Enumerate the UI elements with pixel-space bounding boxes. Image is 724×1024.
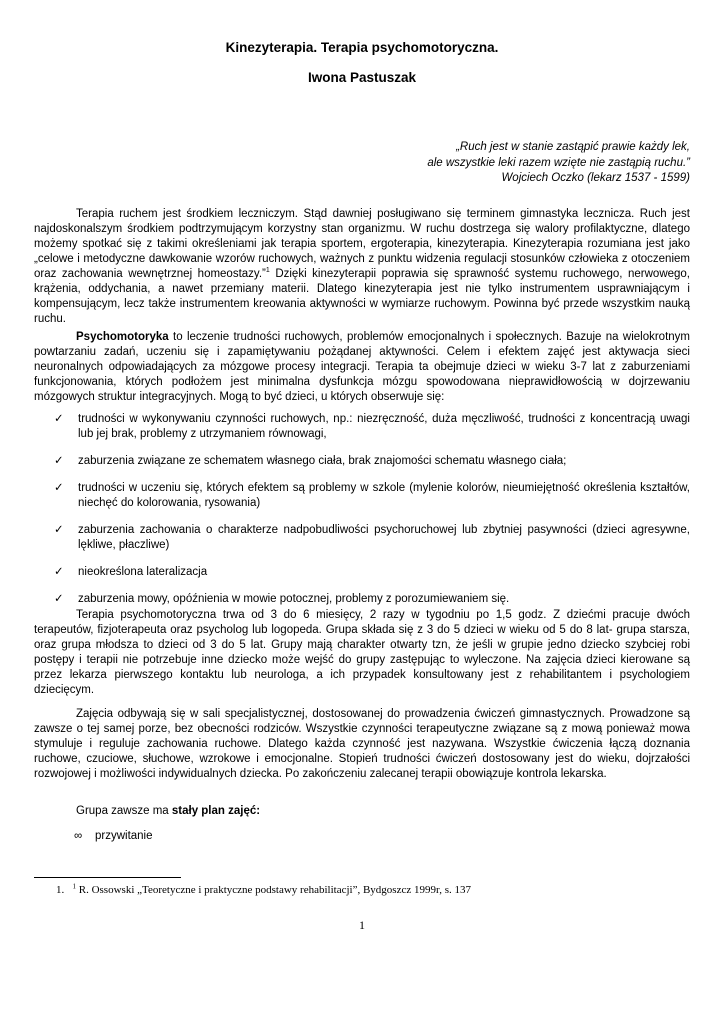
checklist-item-text: zaburzenia zachowania o charakterze nadpobudliwości psychoruchowej lub zbytniej pasywności (dzieci agresywne, lękliwe, płaczliwe) — [78, 524, 690, 551]
paragraph-text: Grupa zawsze ma — [76, 805, 172, 817]
paragraph-zajecia: Zajęcia odbywają się w sali specjalistycznej, dostosowanej do prowadzenia ćwiczeń gimnastycznych. Prowadzone są zawsze o tej samej porze, bez obecności rodziców. Wszystkie czynności terapeutyczne związane są z mową ponieważ mowa stymuluje i reguluje zachowania ruchowe. Dlatego każda czynność jest nazywana. Wszystkie ćwiczenia łączą doznania ruchowe, czuciowe, słuchowe, wzrokowe i emocjonalne. Stopień trudności ćwiczeń dostosowany jest do wieku, dojrzałości rozwojowej i możliwości indywidualnych dziecka. Po zakończeniu zalecanej terapii obowiązuje kontrola lekarska. — [34, 708, 690, 780]
epigraph-line: „Ruch jest w stanie zastąpić prawie każdy lek, — [456, 141, 690, 153]
checkmark-icon: ✓ — [54, 482, 64, 494]
page-number: 1 — [359, 918, 365, 932]
footnote — [56, 884, 471, 896]
checklist-item-text: zaburzenia związane ze schematem własnego ciała, brak znajomości schematu własnego ciała; — [78, 455, 567, 467]
checklist-item-text: trudności w wykonywaniu czynności ruchowych, np.: niezręczność, duża męczliwość, trudności z koncentracją uwagi lub jej brak, problemy z utrzymaniem równowagi, — [78, 413, 690, 440]
checklist-item — [54, 481, 690, 511]
checklist-item — [54, 412, 690, 442]
checklist-item — [54, 592, 690, 607]
footnote-separator — [34, 877, 181, 878]
paragraph-text: Terapia ruchem jest środkiem leczniczym. Stąd dawniej posługiwano się terminem gimnastyka lecznicza. Ruch jest najdoskonalszym środkiem podtrzymującym korzystny stan organizmu. W ruchu dostrzega się walory profilaktyczne, dlatego możemy spotkać się z takimi określeniami jak terapia sportem, ergoterapia, kinezyterapia. Kinezyterapia rozumiana jest jako „celowe i metodyczne dawkowanie wzorów ruchowych, ważnych z punktu widzenia regulacji stosunków człowieka z otoczeniem oraz zachowania wewnętrznej homeostazy.” — [34, 208, 690, 280]
epigraph-line: ale wszystkie leki razem wzięte nie zastąpią ruchu.” — [427, 156, 690, 169]
paragraph-text: Dzięki kinezyterapii poprawia się sprawność systemu ruchowego, nerwowego, krążenia, oddychania, a nawet przemiany materii. Dlatego kinezyterapia jest nie tylko instrumentem usprawniającym i kompensującym, lecz także instrumentem kreowania aktywności w wymiarze ruchowym. Powinna być przede wszystkim nauką ruchu. — [34, 268, 691, 325]
paragraph-text: to leczenie trudności ruchowych, problemów emocjonalnych i społecznych. Bazuje na wielokrotnym powtarzaniu zadań, uczeniu się i zapamiętywaniu pożądanej aktywności. Celem i efektem zajęć jest aktywacja sieci neuronalnych odpowiadających za mózgowe procesy integracji. Terapia ta obejmuje dzieci w wieku 3-7 lat z zaburzeniami funkcjonowania, których podłożem jest minimalna dysfunkcja mózgu spowodowana nieprawidłowością w dojrzewaniu mózgowych struktur integracyjnych. Mogą to być dzieci, u których obserwuje się: — [34, 331, 690, 403]
document-title: Kinezyterapia. Terapia psychomotoryczna. — [225, 40, 499, 55]
checklist-item-text: trudności w uczeniu się, których efektem są problemy w szkole (mylenie kolorów, nieumiejętność określenia kształtów, niechęć do kolorowania, rysowania) — [78, 482, 690, 509]
paragraph-plan — [34, 804, 690, 819]
symptom-checklist — [54, 412, 690, 619]
checklist-item — [54, 523, 690, 553]
checkmark-icon: ✓ — [54, 413, 64, 425]
plan-item-text: przywitanie — [94, 830, 153, 842]
plan-item — [74, 830, 153, 842]
checkmark-icon: ✓ — [54, 593, 64, 605]
checklist-item-text: nieokreślona lateralizacja — [78, 566, 208, 578]
checklist-item — [54, 565, 690, 580]
epigraph-attribution: Wojciech Oczko (lekarz 1537 - 1599) — [501, 172, 690, 184]
checklist-item — [54, 454, 690, 469]
bold-term: Psychomotoryka — [76, 331, 169, 343]
checklist-item-text: zaburzenia mowy, opóźnienia w mowie potocznej, problemy z porozumiewaniem się. — [78, 593, 510, 605]
paragraph-psychomotoryka — [34, 330, 690, 405]
footnote-number: 1. — [56, 884, 65, 896]
epigraph-quote — [427, 140, 690, 187]
paragraph-terapia: Terapia psychomotoryczna trwa od 3 do 6 miesięcy, 2 razy w tygodniu po 1,5 godz. Z dziećmi pracuje dwóch terapeutów, fizjoterapeuta oraz psycholog lub logopeda. Grupa składa się z 3 do 5 dzieci w wieku od 5 do 8 lat- grupa starsza, oraz grupa młodsza to dzieci od 3 do 5 lat. Grupy mają charakter otwarty tzn, że jeśli w grupie jedno dziecko szybciej robi postępy i terapii nie potrzebuje inne dziecko może wejść do grupy zastępując to wyleczone. Na zajęcia dzieci kierowane są przez lekarza pierwszego kontaktu lub neurologa, a ich przypadek konsultowany jest z rehabilitantem i psychologiem dziecięcym. — [34, 609, 690, 696]
footnote-marker: 1 — [72, 882, 76, 891]
paragraph-kinezyterapia — [34, 207, 690, 327]
checkmark-icon: ✓ — [54, 566, 64, 578]
checkmark-icon: ✓ — [54, 524, 64, 536]
infinity-bullet-icon: ∞ — [74, 830, 83, 842]
footnote-text: R. Ossowski „Teoretyczne i praktyczne podstawy rehabilitacji”, Bydgoszcz 1999r, s. 137 — [76, 884, 471, 896]
footnote-reference: 1 — [265, 267, 270, 275]
checkmark-icon: ✓ — [54, 455, 64, 467]
bold-term: stały plan zajęć: — [171, 805, 261, 817]
author-name: Iwona Pastuszak — [307, 70, 417, 85]
